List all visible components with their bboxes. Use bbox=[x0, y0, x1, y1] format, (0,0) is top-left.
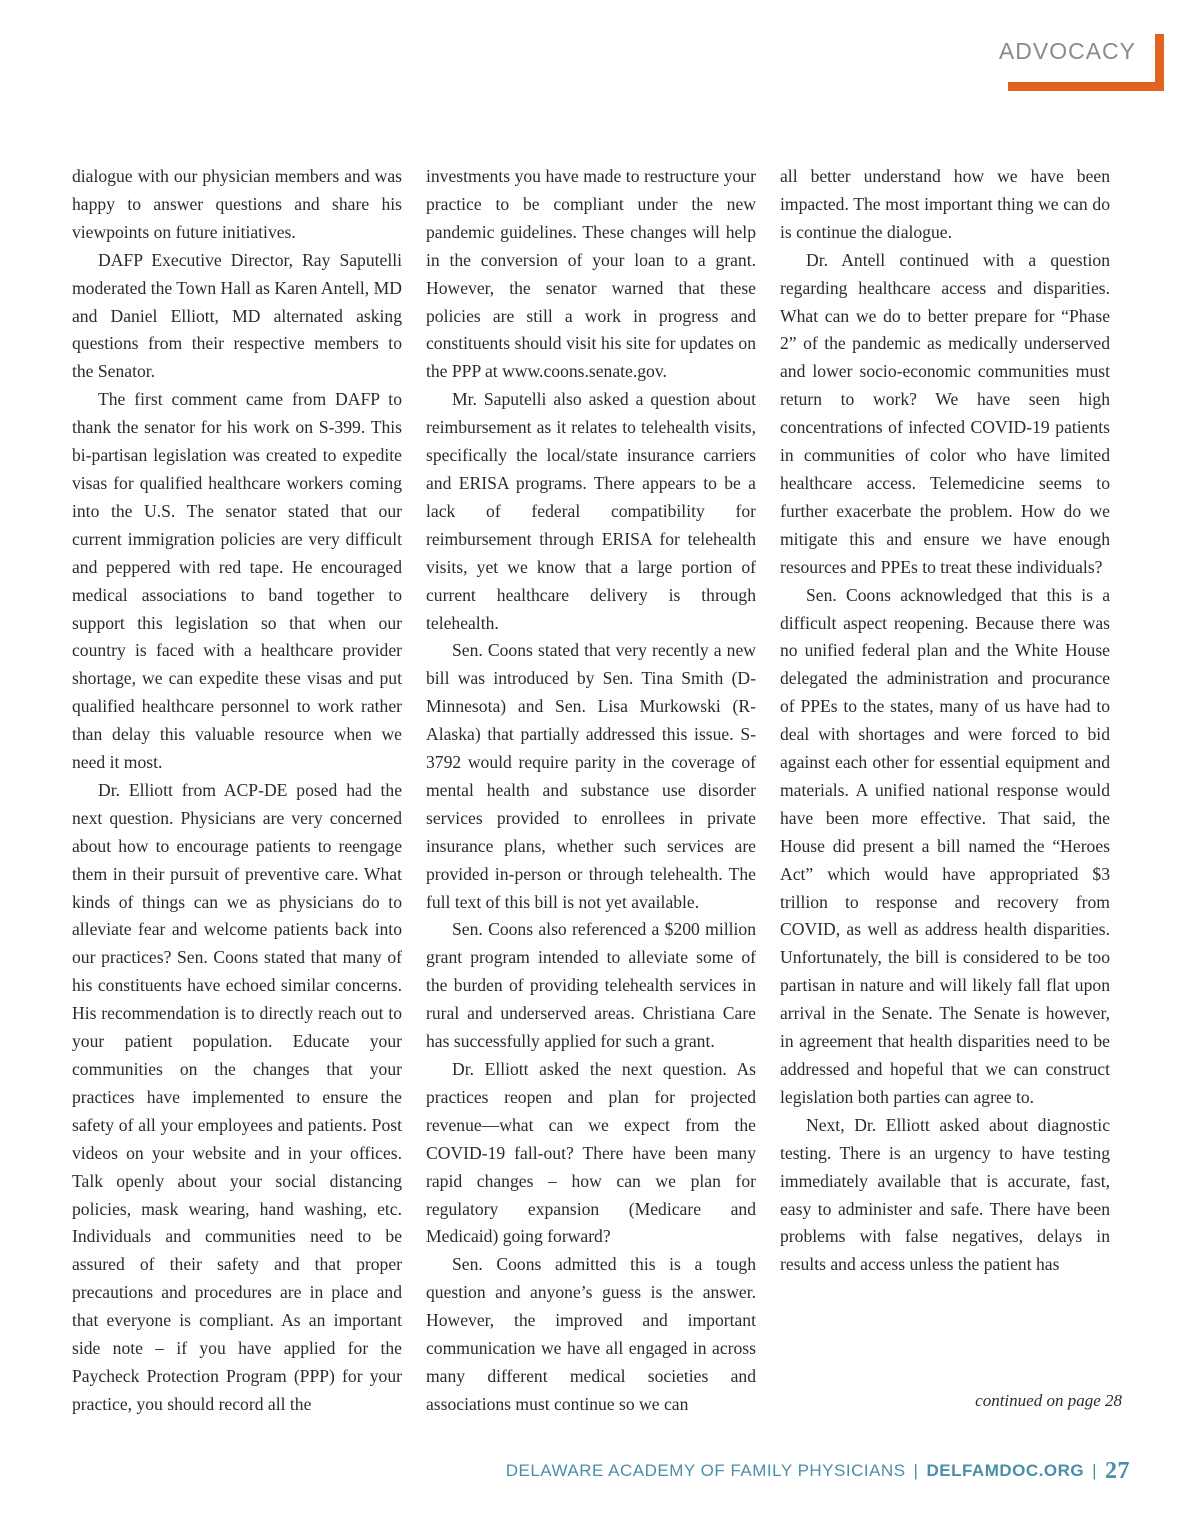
paragraph: Sen. Coons stated that very recently a new bill was introduced by Sen. Tina Smith (D-Minnesota) and Sen. Lisa Murkowski (R-Alaska) that partially addressed this issue. S-3792 would require parity in the coverage of mental health and substance use disorder services provided to enrollees in private insurance plans, whether such services are provided in-person or through telehealth. The full text of this bill is not yet available. bbox=[426, 640, 756, 912]
footer-page-separator: | bbox=[1092, 1461, 1097, 1480]
article-column-3 bbox=[780, 163, 1110, 1279]
paragraph: dialogue with our physician members and was happy to answer questions and share his viewpoints on future initiatives. bbox=[72, 166, 402, 242]
paragraph: Mr. Saputelli also asked a question about reimbursement as it relates to telehealth visits, specifically the local/state insurance carriers and ERISA programs. There appears to be a lack of federal compatibility for reimbursement through ERISA for telehealth visits, yet we know that a large portion of current healthcare delivery is through telehealth. bbox=[426, 389, 756, 633]
article-column-2 bbox=[426, 163, 756, 1419]
paragraph: Sen. Coons admitted this is a tough question and anyone’s guess is the answer. However, the improved and important communication we have all engaged in across many different medical societies and associations must continue so we can bbox=[426, 1254, 756, 1414]
paragraph: DAFP Executive Director, Ray Saputelli moderated the Town Hall as Karen Antell, MD and Daniel Elliott, MD alternated asking questions from their respective members to the Senator. bbox=[72, 249, 402, 382]
paragraph: Dr. Antell continued with a question regarding healthcare access and disparities. What can we do to better prepare for “Phase 2” of the pandemic as medically underserved and lower socio-economic communities must return to work? We have seen high concentrations of infected COVID-19 patients in communities of color who have limited healthcare access. Telemedicine seems to further exacerbate the problem. How do we mitigate this and ensure we have enough resources and PPEs to treat these individuals? bbox=[780, 249, 1110, 577]
continued-note: continued on page 28 bbox=[975, 1391, 1122, 1410]
page-footer bbox=[506, 1458, 1130, 1485]
footer-org: DELAWARE ACADEMY OF FAMILY PHYSICIANS bbox=[505, 1461, 906, 1480]
paragraph: Sen. Coons acknowledged that this is a difficult aspect reopening. Because there was no unified federal plan and the White House delegated the administration and procurance of PPEs to the states, many of us have had to deal with shortages and were forced to bid against each other for essential equipment and materials. A unified national response would have been more effective. That said, the House did present a bill named the “Heroes Act” which would have appropriated $3 trillion to response and recovery from COVID, as well as address health disparities. Unfortunately, the bill is considered to be too partisan in nature and will likely fall flat upon arrival in the Senate. The Senate is however, in agreement that health disparities need to be addressed and hopeful that we can construct legislation both parties can agree to. bbox=[780, 584, 1110, 1107]
paragraph: Sen. Coons also referenced a $200 million grant program intended to alleviate some of the burden of providing telehealth services in rural and underserved areas. Christiana Care has successfully applied for such a grant. bbox=[426, 919, 756, 1052]
paragraph: Dr. Elliott from ACP-DE posed had the next question. Physicians are very concerned about how to encourage patients to reengage them in their pursuit of preventive care. What kinds of things can we as physicians do to alleviate fear and welcome patients back into our practices? Sen. Coons stated that many of his constituents have echoed similar concerns. His recommendation is to directly reach out to your patient population. Educate your communities on the changes that your practices have implemented to ensure the safety of all your employees and patients. Post videos on your website and in your offices. Talk openly about your social distancing policies, mask wearing, hand washing, etc. Individuals and communities need to be assured of their safety and that proper precautions and procedures are in place and that everyone is compliant. As an important side note – if you have applied for the Paycheck Protection Program (PPP) for your practice, you should record all the bbox=[72, 779, 402, 1414]
article-column-1 bbox=[72, 163, 402, 1419]
paragraph: Dr. Elliott asked the next question. As practices reopen and plan for projected revenue—what can we expect from the COVID-19 fall-out? There have been many rapid changes – how can we plan for regulatory expansion (Medicare and Medicaid) going forward? bbox=[426, 1059, 756, 1247]
section-label: ADVOCACY bbox=[998, 38, 1136, 64]
paragraph: Next, Dr. Elliott asked about diagnostic testing. There is an urgency to have testing immediately available that is accurate, fast, easy to administer and safe. There have been problems with false negatives, delays in results and access unless the patient has bbox=[780, 1114, 1110, 1275]
footer-site-link[interactable]: DELFAMDOC.ORG bbox=[926, 1461, 1085, 1480]
page-number: 27 bbox=[1105, 1458, 1130, 1484]
paragraph: all better understand how we have been impacted. The most important thing we can do is continue the dialogue. bbox=[780, 166, 1110, 242]
paragraph: investments you have made to restructure your practice to be compliant under the new pandemic guidelines. These changes will help in the conversion of your loan to a grant. However, the senator warned that these policies are still a work in progress and constituents should visit his site for updates on the PPP at www.coons.senate.gov. bbox=[426, 166, 756, 382]
paragraph: The first comment came from DAFP to thank the senator for his work on S-399. This bi-partisan legislation was created to expedite visas for qualified healthcare workers coming into the U.S. The senator stated that our current immigration policies are very difficult and peppered with red tape. He encouraged medical associations to band together to support this legislation so that when our country is faced with a healthcare provider shortage, we can expedite these visas and put qualified healthcare personnel to work rather than delay this valuable resource when we need it most. bbox=[72, 389, 402, 773]
footer-separator: | bbox=[913, 1461, 919, 1480]
accent-bar-horizontal bbox=[1008, 82, 1164, 91]
